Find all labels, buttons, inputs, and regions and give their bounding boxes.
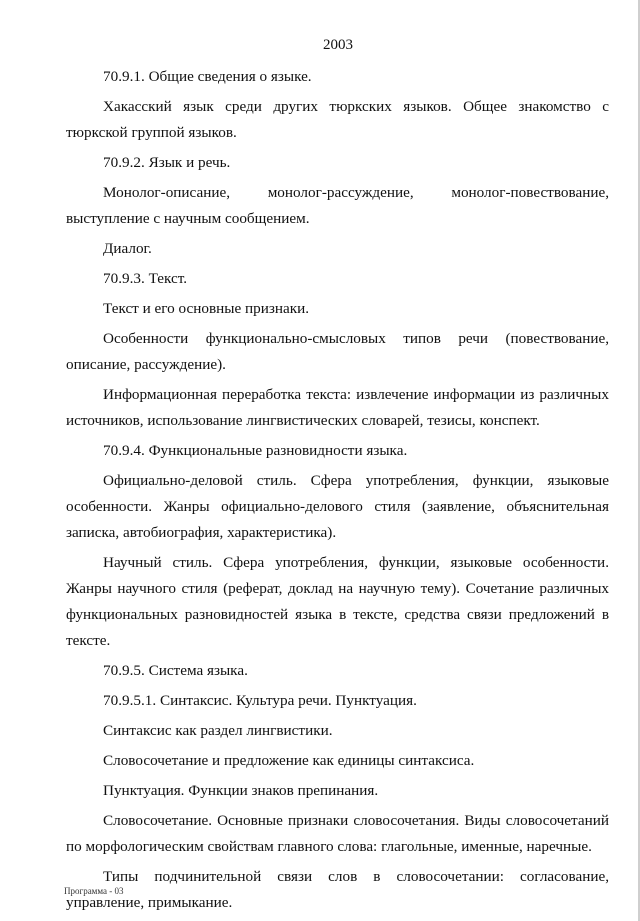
section-heading: 70.9.5.1. Синтаксис. Культура речи. Пунктуация. (103, 692, 417, 709)
paragraph: Официально-деловой стиль. Сфера употребления, функции, языковые особенности. Жанры официально-делового стиля (заявление, объяснительная записка, автобиография, характеристика). (66, 472, 609, 541)
section-heading: 70.9.2. Язык и речь. (103, 154, 231, 171)
paragraph: Информационная переработка текста: извлечение информации из различных источников, использование лингвистических словарей, тезисы, конспект. (66, 386, 609, 429)
paragraph: Особенности функционально-смысловых типов речи (повествование, описание, рассуждение). (66, 330, 609, 373)
section-heading: 70.9.4. Функциональные разновидности языка. (103, 442, 408, 459)
section-heading: 70.9.3. Текст. (103, 270, 188, 287)
section-heading: 70.9.1. Общие сведения о языке. (103, 68, 312, 85)
paragraph: Словосочетание. Основные признаки словосочетания. Виды словосочетаний по морфологическим свойствам главного слова: глагольные, именные, наречные. (66, 812, 609, 855)
paragraph: Научный стиль. Сфера употребления, функции, языковые особенности. Жанры научного стиля (реферат, доклад на научную тему). Сочетание различных функциональных разновидностей языка в тексте, средства связи предложений в тексте. (66, 554, 609, 649)
paragraph: Синтаксис как раздел лингвистики. (103, 722, 333, 739)
paragraph: Текст и его основные признаки. (103, 300, 310, 317)
page-number: 2003 (323, 37, 353, 53)
footer-label: Программа - 03 (64, 886, 124, 896)
paragraph: Монолог-описание, монолог-рассуждение, монолог-повествование, выступление с научным сообщением. (66, 184, 609, 227)
paragraph: Диалог. (103, 240, 152, 257)
document-body (66, 64, 609, 920)
paragraph: Словосочетание и предложение как единицы синтаксиса. (103, 752, 475, 769)
paragraph: Типы подчинительной связи слов в словосочетании: согласование, управление, примыкание. (66, 868, 609, 911)
paragraph: Хакасский язык среди других тюркских языков. Общее знакомство с тюркской группой языков. (66, 98, 609, 141)
section-heading: 70.9.5. Система языка. (103, 662, 248, 679)
paragraph: Пунктуация. Функции знаков препинания. (103, 782, 379, 799)
